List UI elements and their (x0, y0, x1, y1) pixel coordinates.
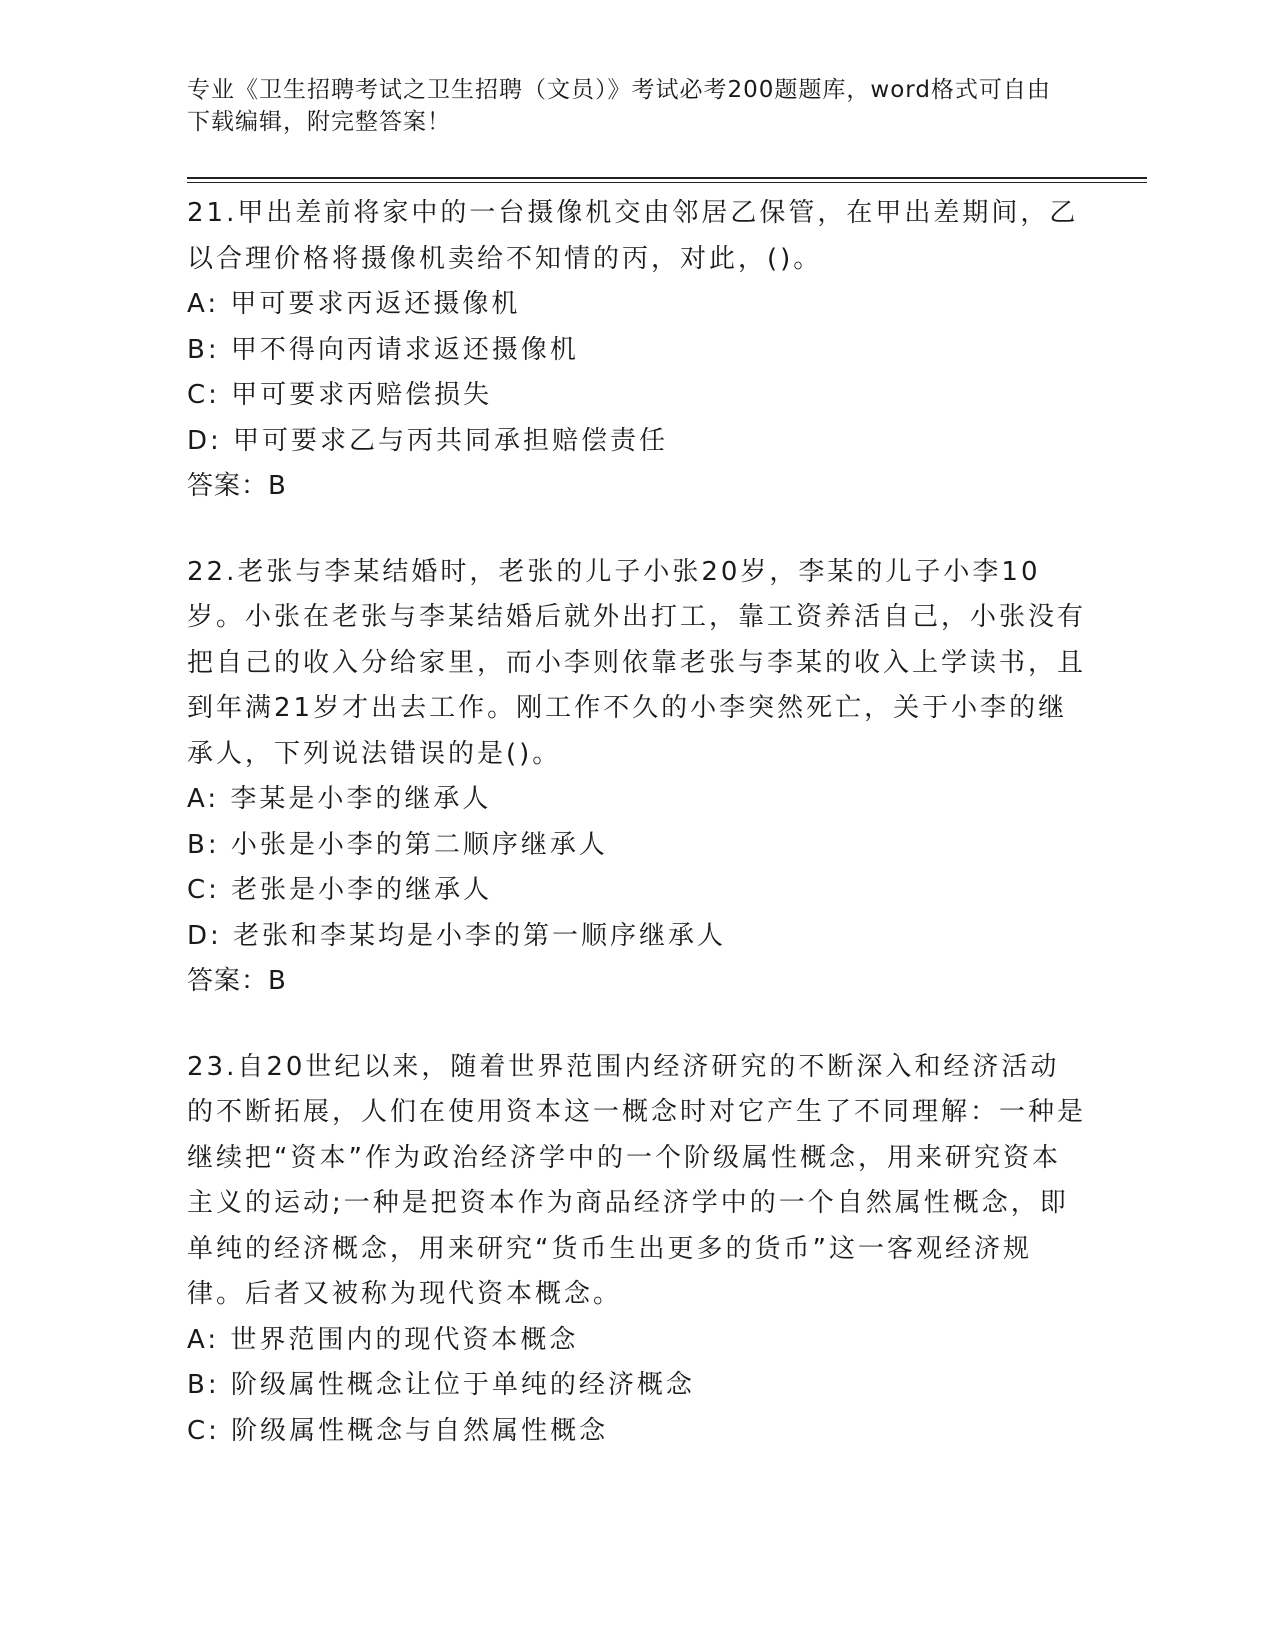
header-divider-thin (187, 182, 1147, 183)
answer-label: 答案：B (187, 471, 287, 501)
answer-label: 答案：B (187, 966, 287, 996)
document-header: 专业《卫生招聘考试之卫生招聘（文员）》考试必考200题题库，word格式可自由下载编辑，附完整答案！ (187, 77, 1051, 135)
question-23 (187, 1045, 1087, 1455)
option-c: C: 老张是小李的继承人 (187, 875, 493, 905)
option-b: B: 甲不得向丙请求返还摄像机 (187, 334, 579, 365)
question-stem: 22.老张与李某结婚时，老张的儿子小张20岁，李某的儿子小李10岁。小张在老张与李某结婚后就外出打工，靠工资养活自己，小张没有把自己的收入分给家里，而小李则依靠老张与李某的收入上学读书，且到年满21岁才出去工作。刚工作不久的小李突然死亡，关于小李的继承人，下列说法错误的是()。 (187, 556, 1087, 769)
option-c: C: 甲可要求丙赔偿损失 (187, 380, 493, 410)
option-a: A: 世界范围内的现代资本概念 (187, 1324, 579, 1355)
option-d: D: 老张和李某均是小李的第一顺序继承人 (187, 920, 727, 951)
question-list (187, 191, 1087, 1494)
option-b: B: 小张是小李的第二顺序继承人 (187, 829, 608, 860)
question-21 (187, 191, 1087, 510)
option-b: B: 阶级属性概念让位于单纯的经济概念 (187, 1370, 695, 1400)
question-stem: 23.自20世纪以来，随着世界范围内经济研究的不断深入和经济活动的不断拓展，人们在使用资本这一概念时对它产生了不同理解：一种是继续把“资本”作为政治经济学中的一个阶级属性概念，用来研究资本主义的运动;一种是把资本作为商品经济学中的一个自然属性概念，即单纯的经济概念，用来研究“货币生出更多的货币”这一客观经济规律。后者又被称为现代资本概念。 (187, 1051, 1087, 1309)
option-c: C: 阶级属性概念与自然属性概念 (187, 1415, 609, 1446)
option-a: A: 李某是小李的继承人 (187, 784, 492, 814)
header-divider-thick (187, 177, 1147, 179)
question-stem: 21.甲出差前将家中的一台摄像机交由邻居乙保管，在甲出差期间，乙以合理价格将摄像机卖给不知情的丙，对此，()。 (187, 198, 1079, 274)
option-d: D: 甲可要求乙与丙共同承担赔偿责任 (187, 425, 669, 456)
question-22 (187, 550, 1087, 1005)
option-a: A: 甲可要求丙返还摄像机 (187, 289, 521, 319)
